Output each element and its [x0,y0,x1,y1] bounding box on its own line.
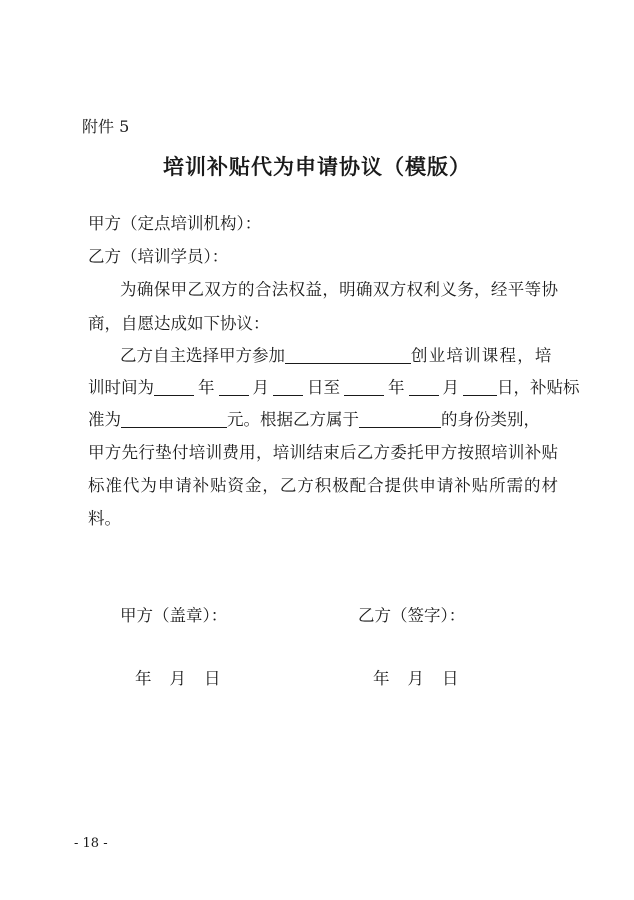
year-label: 年 [198,378,215,397]
party-b-label: 乙方（培训学员）： [88,247,229,266]
page-number: - 18 - [74,836,108,851]
date-month-label: 月 [407,669,424,688]
subsidy-standard-blank[interactable] [121,410,227,428]
para2-line3 [88,410,540,430]
identity-category-blank[interactable] [359,410,441,428]
para2-line1 [120,346,553,366]
party-a-seal-label: 甲方（盖章）： [120,606,228,625]
course-name-blank[interactable] [285,346,411,364]
attachment-label: 附件 5 [82,117,130,136]
month-label: 月 [252,378,269,397]
start-day-blank[interactable] [273,378,303,396]
end-month-blank[interactable] [409,378,439,396]
para2-l1-pre: 乙方自主选择甲方参加 [120,346,285,365]
para2-l3-post: 的身份类别， [441,410,540,429]
date-year-label: 年 [373,669,390,688]
para2-l2-post: 日，补贴标 [497,378,580,397]
party-b-sign-label: 乙方（签字）： [358,606,466,625]
party-b-date [373,665,459,689]
party-a-date [135,665,221,689]
para2-line2 [88,378,580,398]
date-day-label: 日 [204,669,221,688]
date-day-label: 日 [442,669,459,688]
month-label: 月 [442,378,459,397]
para2-line6: 料。 [88,509,121,528]
day-to-label: 日至 [307,378,340,397]
date-year-label: 年 [135,669,152,688]
para2-line5: 标准代为申请补贴资金，乙方积极配合提供申请补贴所需的材 [88,476,558,495]
para2-l2-pre: 训时间为 [88,378,154,397]
party-a-label: 甲方（定点培训机构）： [88,214,262,233]
date-month-label: 月 [169,669,186,688]
para2-l1-post: 创业培训课程，培 [411,346,553,365]
document-title: 培训补贴代为申请协议（模版） [163,154,471,179]
para2-l3-mid: 元。根据乙方属于 [227,410,359,429]
para2-line4: 甲方先行垫付培训费用，培训结束后乙方委托甲方按照培训补贴 [88,443,558,462]
year-label: 年 [388,378,405,397]
para2-l3-pre: 准为 [88,410,121,429]
end-day-blank[interactable] [463,378,497,396]
start-month-blank[interactable] [219,378,249,396]
para1-line2: 商，自愿达成如下协议： [88,314,270,333]
end-year-blank[interactable] [344,378,384,396]
para1-line1: 为确保甲乙双方的合法权益，明确双方权利义务，经平等协 [120,280,558,299]
start-year-blank[interactable] [154,378,194,396]
